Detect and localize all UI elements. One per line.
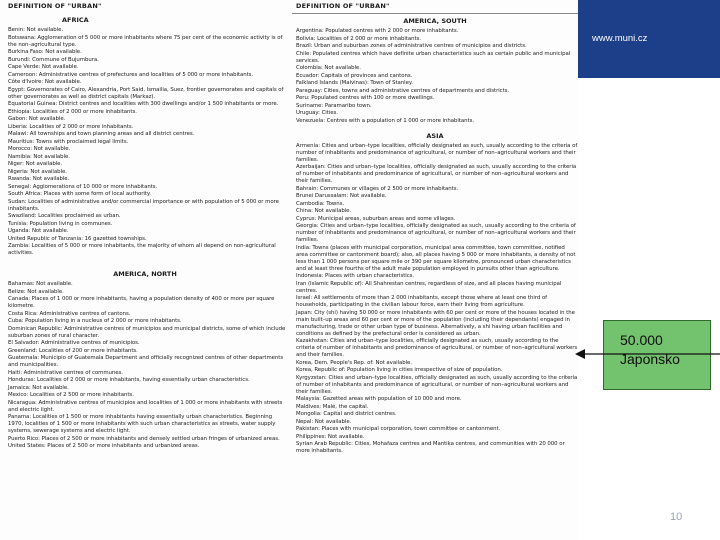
country-entry: Nicaragua: Administrative centres of municipios and localities of 1 000 or more inhabitants with streets and electric light. — [8, 399, 283, 413]
country-entry: Malawi: All townships and town planning areas and all district centres. — [8, 131, 195, 137]
country-entry: Korea, Republic of: Population living in cities irrespective of size of population. — [296, 367, 503, 373]
country-entry: Egypt: Governorates of Cairo, Alexandria, Port Said, Ismailia, Suez, frontier governorates and capitals of other governorates as well as district capitals (Markaz). — [8, 86, 284, 100]
country-entry: Azerbaijan: Cities and urban–type localities, officially designated as such, usually according to the criteria of number of inhabitants and predominance of agricultural, or number of non–agricultural workers and their families. — [296, 164, 577, 184]
country-entry: Jamaica: Not available. — [8, 384, 69, 391]
document-column-left — [4, 0, 286, 540]
country-entry: Tunisia: Population living in communes. — [8, 220, 113, 227]
country-entry: Kazakhstan: Cities and urban–type localities, officially designated as such, usually according to the criteria of number of inhabitants and predominance of agricultural, or number of non–agricultural workers and their families. — [296, 338, 578, 358]
country-entry: Morocco: Not available. — [8, 146, 71, 152]
country-entry: Costa Rica: Administrative centres of cantons. — [8, 310, 131, 317]
country-entry: Mongolia: Capital and district centres. — [296, 411, 397, 417]
header-banner — [578, 0, 720, 78]
country-entry: Georgia: Cities and urban–type localities, officially designated as such, usually according to the criteria of number of inhabitants and predominance of agricultural, or number of non–agricultural workers and their families. — [296, 223, 576, 243]
country-entry: India: Towns (places with municipal corporation, municipal area committee, town committee, notified area committee or cantonment board); also, all places having 5 000 or more inhabitants, a density of not less than 1 000 persons per square mile or 390 per square kilometre, pronounced urban characteristics and at least three fourths of the adult male population employed in pursuits other than agriculture. — [296, 244, 576, 272]
country-entry: Israel: All settlements of more than 2 000 inhabitants, except those where at least one third of households, participating in the civilian labour force, earn their living from agriculture. — [296, 295, 547, 308]
country-entry: Burundi: Commune of Bujumbura. — [8, 56, 99, 63]
country-entry: Korea, Dem. People's Rep. of: Not available. — [296, 359, 412, 366]
country-entry: United States: Places of 2 500 or more inhabitants and urbanized areas. — [8, 443, 200, 449]
asia-entries — [292, 143, 578, 456]
country-entry: Belize: Not available. — [8, 288, 64, 295]
country-entry: Nepal: Not available. — [296, 418, 352, 425]
country-entry: Panama: Localities of 1 500 or more inhabitants having essentially urban characteristics. Beginning 1970, localities of 1 500 or more inhabitants with such urban characteristics as streets, water supply systems, sewerage systems and electric light. — [8, 414, 276, 434]
country-entry: Peru: Populated centres with 100 or more dwellings. — [296, 95, 435, 101]
country-entry: Guatemala: Municipio of Guatemala Department and officially recognized centres of other departments and municipalities. — [8, 355, 284, 368]
country-entry: Niger: Not available. — [8, 161, 63, 167]
callout-value: 50.000 — [620, 332, 663, 348]
country-entry: Botswana: Agglomeration of 5 000 or more inhabitants where 75 per cent of the economic activity is of the non–agricultural type. — [8, 34, 283, 48]
country-entry: Puerto Rico: Places of 2 500 or more inhabitants and densely settled urban fringes of urbanized areas. — [8, 435, 280, 442]
region-heading-africa: AFRICA — [62, 16, 89, 24]
country-entry: Malaysia: Gazetted areas with population of 10 000 and more. — [296, 396, 462, 402]
country-entry: Senegal: Agglomerations of 10 000 or more inhabitants. — [8, 183, 158, 190]
country-entry: Venezuela: Centres with a population of 1 000 or more inhabitants. — [296, 117, 475, 124]
country-entry: Brunei Darussalam: Not available. — [296, 193, 387, 199]
country-entry: Philippines: Not available. — [296, 433, 365, 440]
country-entry: El Salvador: Administrative centres of municipios. — [8, 340, 140, 346]
country-entry: Ethiopia: Localities of 2 000 or more inhabitants. — [8, 108, 137, 115]
country-entry: Cambodia: Towns. — [296, 200, 345, 207]
country-entry: Brazil: Urban and suburban zones of administrative centres of municipios and districts. — [296, 43, 527, 49]
country-entry: Honduras: Localities of 2 000 or more inhabitants, having essentially urban characteristics. — [8, 377, 250, 383]
country-entry: Liberia: Localities of 2 000 or more inhabitants. — [8, 123, 134, 130]
callout-arrow-icon — [575, 348, 720, 360]
column-title: DEFINITION OF "URBAN" — [292, 0, 578, 14]
country-entry: Burkina Faso: Not available. — [8, 49, 82, 55]
country-entry: Chile: Populated centres which have definite urban characteristics such as certain public and municipal services. — [296, 50, 571, 64]
page-number: 10 — [670, 511, 683, 523]
country-entry: Dominican Republic: Administrative centres of municipios and municipal districts, some of which include suburban zones of rural character. — [8, 325, 286, 339]
north-america-entries — [4, 281, 286, 450]
country-entry: Iran (Islamic Republic of): All Shahrestan centres, regardless of size, and all places having municipal centres. — [296, 280, 562, 294]
country-entry: Suriname: Paramaribo town. — [296, 102, 372, 109]
country-entry: Armenia: Cities and urban–type localities, officially designated as such, usually according to the criteria of number of inhabitants and predominance of agricultural, or number of non–agricultural workers and their families. — [296, 142, 578, 163]
country-entry: Gabon: Not available. — [8, 116, 66, 122]
country-entry: Equatorial Guinea: District centres and localities with 300 dwellings and/or 1 500 inhabitants or more. — [8, 101, 279, 107]
country-entry: Greenland: Localities of 200 or more inhabitants. — [8, 347, 138, 354]
country-entry: Haiti: Administrative centres of communes. — [8, 369, 123, 376]
country-entry: Canada: Places of 1 000 or more inhabitants, having a population density of 400 or more per square kilometre. — [8, 296, 275, 309]
country-entry: Nigeria: Not available. — [8, 168, 67, 175]
country-entry: Cape Verde: Not available. — [8, 64, 79, 70]
country-entry: Sudan: Localities of administrative and/or commercial importance or with population of 5 000 or more inhabitants. — [8, 198, 279, 212]
country-entry: Cameroon: Administrative centres of prefectures and localities of 5 000 or more inhabitants. — [8, 71, 254, 78]
africa-entries — [4, 27, 286, 257]
country-entry: China: Not available. — [296, 208, 352, 214]
country-entry: Cyprus: Municipal areas, suburban areas and some villages. — [296, 215, 456, 222]
slide-sidebar — [578, 0, 720, 540]
country-entry: Benin: Not available. — [8, 27, 64, 33]
website-url[interactable]: www.muni.cz — [592, 33, 648, 44]
country-entry: Uganda: Not available. — [8, 228, 69, 234]
region-heading-asia: ASIA — [426, 131, 444, 140]
country-entry: Namibia: Not available. — [8, 153, 70, 160]
country-entry: Colombia: Not available. — [296, 65, 361, 71]
country-entry: Mexico: Localities of 2 500 or more inhabitants. — [8, 392, 134, 398]
country-entry: Bolivia: Localities of 2 000 or more inhabitants. — [296, 35, 421, 42]
country-entry: Syrian Arab Republic: Cities, Mohafaza centres and Mantika centres, and communities with 20 000 or more inhabitants. — [296, 441, 565, 454]
country-entry: United Republic of Tanzania: 16 gazetted townships. — [8, 235, 147, 242]
south-america-entries — [292, 28, 578, 125]
country-entry: Japan: City (shi) having 50 000 or more inhabitants with 60 per cent or more of the houses located in the main built–up areas and 60 per cent or more of the population (including their dependants) engaged in manufacturing, trade or other urban type of business. Alternatively, a shi having urban facilities and conditions as defined by the prefectural order is considered as urban. — [296, 309, 575, 337]
country-entry: Argentina: Populated centres with 2 000 or more inhabitants. — [296, 28, 459, 34]
country-entry: Kyrgyzstan: Cities and urban–type localities, officially designated as such, usually according to the criteria of number of inhabitants and predominance of agricultural, or number of non–agricultural workers and their families. — [296, 374, 578, 395]
country-entry: Paraguay: Cities, towns and administrative centres of departments and districts. — [296, 87, 510, 94]
country-entry: Zambia: Localities of 5 000 or more inhabitants, the majority of whom all depend on non-agricultural activities. — [8, 243, 276, 256]
country-entry: Indonesia: Places with urban characteristics. — [296, 273, 415, 279]
country-entry: South Africa: Places with some form of local authority. — [8, 191, 151, 197]
column-title: DEFINITION OF "URBAN" — [8, 2, 102, 10]
country-entry: Maldives: Malé, the capital. — [296, 403, 369, 410]
country-entry: Uruguay: Cities. — [296, 110, 338, 116]
country-entry: Falkland Islands (Malvinas): Town of Stanley. — [296, 80, 413, 86]
country-entry: Rwanda: Not available. — [8, 176, 70, 182]
region-heading-north-america: AMERICA, NORTH — [113, 270, 177, 278]
document-column-right — [292, 0, 578, 540]
country-entry: Pakistan: Places with municipal corporation, town committee or cantonment. — [296, 426, 501, 432]
callout-country: Japonsko — [620, 351, 680, 367]
country-entry: Bahrain: Communes or villages of 2 500 or more inhabitants. — [296, 185, 459, 192]
country-entry: Cuba: Population living in a nucleus of 2 000 or more inhabitants. — [8, 318, 182, 324]
country-entry: Ecuador: Capitals of provinces and cantons. — [296, 72, 413, 79]
region-heading-south-america: AMERICA, SOUTH — [403, 17, 467, 25]
country-entry: Swaziland: Localities proclaimed as urban. — [8, 213, 121, 219]
country-entry: Bahamas: Not available. — [8, 281, 73, 287]
country-entry: Côte d'Ivoire: Not available. — [8, 79, 82, 85]
country-entry: Mauritius: Towns with proclaimed legal limits. — [8, 138, 129, 145]
